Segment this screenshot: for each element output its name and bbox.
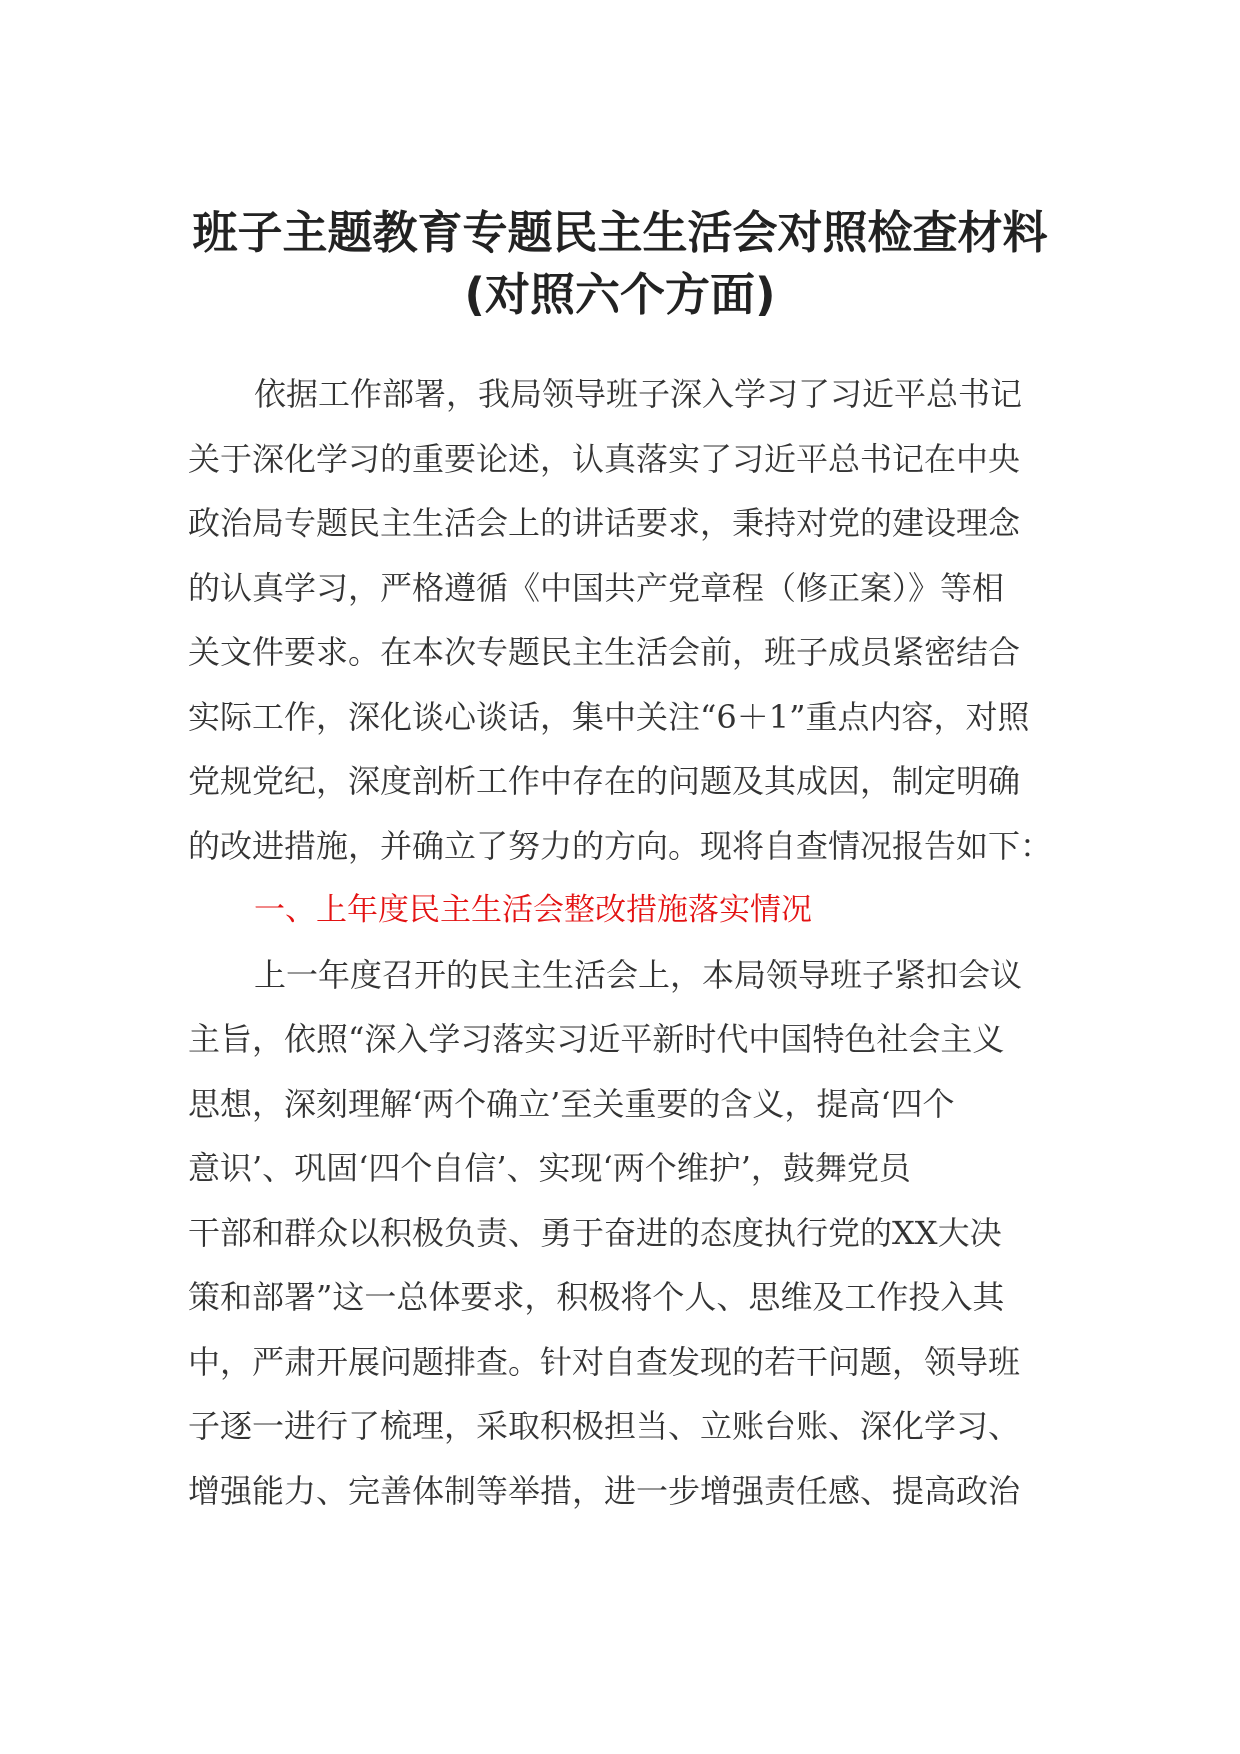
paragraph-line: 依据工作部署，我局领导班子深入学习了习近平总书记 [254, 375, 1023, 413]
document-body [188, 362, 1053, 1523]
paragraph-line: 上一年度召开的民主生活会上，本局领导班子紧扣会议 [254, 955, 1023, 994]
paragraph-line: 增强能力、完善体制等举措，进一步增强责任感、提高政治 [188, 1471, 1021, 1510]
paragraph-line: 策和部署”这一总体要求，积极将个人、思维及工作投入其 [188, 1278, 1005, 1316]
section-heading: 一、上年度民主生活会整改措施落实情况 [254, 892, 812, 928]
paragraph-line: 关文件要求。在本次专题民主生活会前，班子成员紧密结合 [188, 633, 1021, 671]
paragraph-line: 主旨，依照“深入学习落实习近平新时代中国特色社会主义 [188, 1020, 1005, 1058]
paragraph-line: 党规党纪，深度剖析工作中存在的问题及其成因，制定明确 [188, 762, 1021, 800]
paragraph-line: 思想，深刻理解‘两个确立’至关重要的含义，提高‘四个 [188, 1084, 955, 1123]
paragraph-line: 中，严肃开展问题排查。针对自查发现的若干问题，领导班 [188, 1342, 1021, 1381]
paragraph-line: 关于深化学习的重要论述，认真落实了习近平总书记在中央 [188, 439, 1021, 478]
document-subtitle: (对照六个方面) [464, 268, 776, 321]
paragraph-line: 实际工作，深化谈心谈话，集中关注“6＋1”重点内容，对照 [188, 697, 1030, 736]
paragraph-line: 子逐一进行了梳理，采取积极担当、立账台账、深化学习、 [188, 1407, 1021, 1445]
paragraph-line: 意识’、巩固‘四个自信’、实现‘两个维护’，鼓舞党员 [188, 1149, 911, 1187]
document-title: 班子主题教育专题民主生活会对照检查材料 [192, 206, 1048, 259]
paragraph-line: 的认真学习，严格遵循《中国共产党章程（修正案）》等相 [188, 568, 1005, 607]
paragraph-line: 政治局专题民主生活会上的讲话要求，秉持对党的建设理念 [188, 504, 1021, 542]
paragraph-line: 的改进措施，并确立了努力的方向。现将自查情况报告如下： [188, 826, 1053, 865]
paragraph-line: 干部和群众以积极负责、勇于奋进的态度执行党的XX大决 [188, 1213, 1002, 1252]
